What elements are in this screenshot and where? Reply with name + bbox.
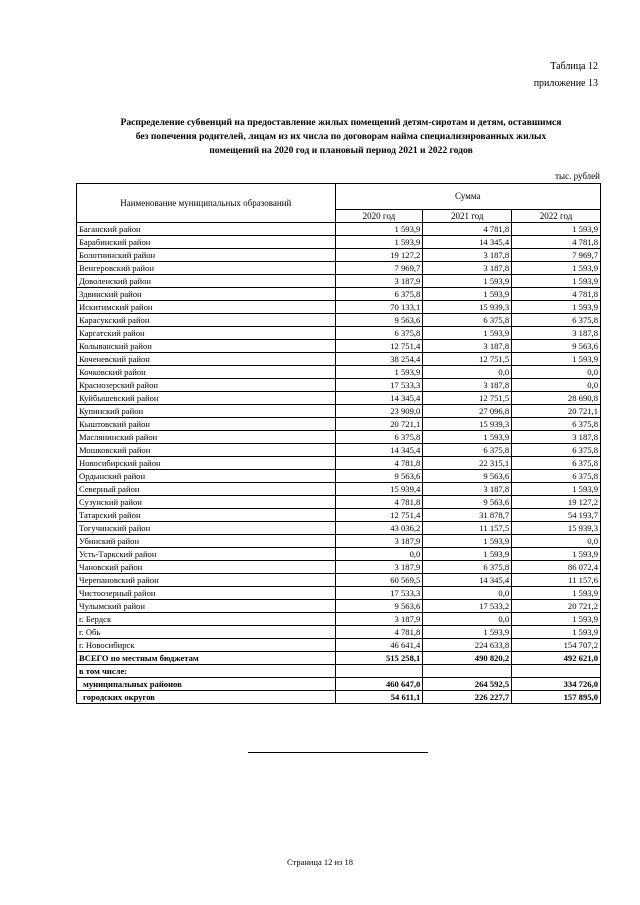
- subsidy-table: [76, 183, 601, 704]
- amount-cell: 0,0: [423, 613, 512, 626]
- amount-cell: 0,0: [512, 379, 601, 392]
- amount-cell: 6 375,8: [512, 314, 601, 327]
- amount-cell: 1 593,9: [512, 587, 601, 600]
- title-line: без попечения родителей, лицам из их числа по договорам найма специализированных жилых: [135, 131, 547, 142]
- amount-cell: 14 345,4: [335, 392, 423, 405]
- table-row: [77, 249, 601, 262]
- amount-cell: 12 751,5: [423, 353, 512, 366]
- municipality-name-cell: Искитимский район: [77, 301, 336, 314]
- table-row: [77, 301, 601, 314]
- municipality-name-cell: Усть-Таркский район: [77, 548, 336, 561]
- amount-cell: 3 187,8: [423, 483, 512, 496]
- column-header-sum: Сумма: [335, 184, 601, 210]
- table-row: [77, 223, 601, 236]
- amount-cell: 12 751,4: [335, 509, 423, 522]
- table-row: [77, 678, 601, 691]
- amount-cell: 70 133,1: [335, 301, 423, 314]
- amount-cell: 17 533,3: [335, 587, 423, 600]
- municipality-name-cell: Черепановский район: [77, 574, 336, 587]
- amount-cell: 1 593,9: [512, 262, 601, 275]
- table-row: [77, 418, 601, 431]
- municipality-name-cell: Маслянинский район: [77, 431, 336, 444]
- municipality-name-cell: Кочковский район: [77, 366, 336, 379]
- municipality-name-cell: Новосибирский район: [77, 457, 336, 470]
- appendix-label: приложение 13: [533, 78, 598, 89]
- municipality-name-cell: г. Обь: [77, 626, 336, 639]
- table-row: [77, 561, 601, 574]
- table-row: [77, 275, 601, 288]
- title-line: помещений на 2020 год и плановый период 2021 и 2022 годов: [209, 145, 473, 156]
- amount-cell: 23 909,0: [335, 405, 423, 418]
- amount-cell: 264 592,5: [423, 678, 512, 691]
- amount-cell: 492 621,0: [512, 652, 601, 665]
- amount-cell: 3 187,8: [512, 327, 601, 340]
- amount-cell: 1 593,9: [423, 275, 512, 288]
- amount-cell: 1 593,9: [512, 626, 601, 639]
- amount-cell: 0,0: [512, 366, 601, 379]
- municipality-name-cell: Убинский район: [77, 535, 336, 548]
- amount-cell: 15 939,4: [335, 483, 423, 496]
- year-header: 2022 год: [512, 210, 601, 223]
- amount-cell: 226 227,7: [423, 691, 512, 704]
- amount-cell: 19 127,2: [512, 496, 601, 509]
- amount-cell: 1 593,9: [512, 613, 601, 626]
- document-title: [76, 116, 606, 158]
- table-row: [77, 613, 601, 626]
- end-rule: [248, 752, 428, 753]
- municipality-name-cell: Каргатский район: [77, 327, 336, 340]
- amount-cell: 31 878,7: [423, 509, 512, 522]
- table-number-label: Таблица 12: [550, 61, 598, 72]
- amount-cell: 0,0: [335, 548, 423, 561]
- amount-cell: 27 096,8: [423, 405, 512, 418]
- amount-cell: 60 569,5: [335, 574, 423, 587]
- amount-cell: 6 375,8: [512, 418, 601, 431]
- year-header: 2021 год: [423, 210, 512, 223]
- municipality-name-cell: Татарский район: [77, 509, 336, 522]
- amount-cell: 1 593,9: [423, 288, 512, 301]
- amount-cell: 334 726,0: [512, 678, 601, 691]
- amount-cell: 28 690,8: [512, 392, 601, 405]
- amount-cell: 9 563,6: [512, 340, 601, 353]
- amount-cell: 0,0: [423, 366, 512, 379]
- table-row: [77, 353, 601, 366]
- amount-cell: 1 593,9: [512, 223, 601, 236]
- amount-cell: 4 781,8: [512, 236, 601, 249]
- municipality-name-cell: Купинский район: [77, 405, 336, 418]
- empty-cell: [423, 665, 512, 678]
- amount-cell: 460 647,0: [335, 678, 423, 691]
- table-row: [77, 574, 601, 587]
- year-header: 2020 год: [335, 210, 423, 223]
- amount-cell: 54 611,1: [335, 691, 423, 704]
- table-row: [77, 639, 601, 652]
- column-header-municipality: Наименование муниципальных образований: [77, 184, 336, 223]
- amount-cell: 515 258,1: [335, 652, 423, 665]
- amount-cell: 1 593,9: [335, 366, 423, 379]
- amount-cell: 17 533,2: [423, 600, 512, 613]
- table-row: [77, 522, 601, 535]
- amount-cell: 1 593,9: [335, 236, 423, 249]
- amount-cell: 20 721,1: [335, 418, 423, 431]
- amount-cell: 1 593,9: [512, 275, 601, 288]
- table-row: [77, 288, 601, 301]
- amount-cell: 3 187,9: [335, 275, 423, 288]
- table-row: [77, 236, 601, 249]
- municipality-name-cell: Доволенский район: [77, 275, 336, 288]
- amount-cell: 15 939,3: [423, 301, 512, 314]
- table-row: [77, 691, 601, 704]
- amount-cell: 54 193,7: [512, 509, 601, 522]
- municipality-name-cell: Тогучинский район: [77, 522, 336, 535]
- municipality-name-cell: ВСЕГО по местным бюджетам: [77, 652, 336, 665]
- amount-cell: 14 345,4: [423, 236, 512, 249]
- amount-cell: 224 633,8: [423, 639, 512, 652]
- amount-cell: 6 375,8: [423, 561, 512, 574]
- amount-cell: 46 641,4: [335, 639, 423, 652]
- amount-cell: 6 375,8: [335, 327, 423, 340]
- municipality-name-cell: Кыштовский район: [77, 418, 336, 431]
- municipality-name-cell: Венгеровский район: [77, 262, 336, 275]
- municipality-name-cell: Сузунский район: [77, 496, 336, 509]
- units-label: тыс. рублей: [555, 171, 600, 181]
- municipality-name-cell: Болотнинский район: [77, 249, 336, 262]
- table-row: [77, 314, 601, 327]
- amount-cell: 157 895,0: [512, 691, 601, 704]
- amount-cell: 1 593,9: [423, 327, 512, 340]
- amount-cell: 154 707,2: [512, 639, 601, 652]
- amount-cell: 12 751,4: [335, 340, 423, 353]
- amount-cell: 22 315,1: [423, 457, 512, 470]
- table-row: [77, 496, 601, 509]
- amount-cell: 86 072,4: [512, 561, 601, 574]
- amount-cell: 12 751,5: [423, 392, 512, 405]
- amount-cell: 9 563,6: [423, 496, 512, 509]
- municipality-name-cell: Карасукский район: [77, 314, 336, 327]
- including-label: в том числе:: [77, 665, 336, 678]
- municipality-name-cell: Чистоозерный район: [77, 587, 336, 600]
- table-row: [77, 327, 601, 340]
- amount-cell: 4 781,8: [335, 626, 423, 639]
- amount-cell: 4 781,8: [423, 223, 512, 236]
- municipality-name-cell: Ордынский район: [77, 470, 336, 483]
- amount-cell: 38 254,4: [335, 353, 423, 366]
- amount-cell: 0,0: [423, 587, 512, 600]
- amount-cell: 19 127,2: [335, 249, 423, 262]
- municipality-name-cell: г. Бердск: [77, 613, 336, 626]
- amount-cell: 1 593,9: [512, 301, 601, 314]
- amount-cell: 6 375,8: [423, 314, 512, 327]
- table-row: [77, 535, 601, 548]
- empty-cell: [512, 665, 601, 678]
- municipality-name-cell: Колыванский район: [77, 340, 336, 353]
- municipality-name-cell: г. Новосибирск: [77, 639, 336, 652]
- amount-cell: 1 593,9: [423, 548, 512, 561]
- municipality-name-cell: Краснозерский район: [77, 379, 336, 392]
- municipality-name-cell: городских округов: [77, 691, 336, 704]
- amount-cell: 6 375,8: [423, 444, 512, 457]
- amount-cell: 9 563,6: [335, 470, 423, 483]
- table-row: [77, 262, 601, 275]
- table-row: [77, 483, 601, 496]
- municipality-name-cell: Здвинский район: [77, 288, 336, 301]
- table-row: [77, 626, 601, 639]
- amount-cell: 490 820,2: [423, 652, 512, 665]
- table-row: [77, 392, 601, 405]
- amount-cell: 7 969,7: [512, 249, 601, 262]
- table-row: [77, 548, 601, 561]
- amount-cell: 4 781,8: [335, 496, 423, 509]
- amount-cell: 9 563,6: [335, 314, 423, 327]
- amount-cell: 9 563,6: [335, 600, 423, 613]
- table-row: [77, 600, 601, 613]
- amount-cell: 1 593,9: [512, 548, 601, 561]
- amount-cell: 3 187,8: [512, 431, 601, 444]
- amount-cell: 0,0: [512, 535, 601, 548]
- table-row: [77, 444, 601, 457]
- including-row: [77, 665, 601, 678]
- amount-cell: 3 187,9: [335, 535, 423, 548]
- amount-cell: 1 593,9: [335, 223, 423, 236]
- municipality-name-cell: муниципальных районов: [77, 678, 336, 691]
- table-row: [77, 587, 601, 600]
- table-row: [77, 340, 601, 353]
- municipality-name-cell: Куйбышевский район: [77, 392, 336, 405]
- empty-cell: [335, 665, 423, 678]
- amount-cell: 3 187,9: [335, 561, 423, 574]
- amount-cell: 3 187,9: [335, 613, 423, 626]
- amount-cell: 6 375,8: [512, 444, 601, 457]
- municipality-name-cell: Чулымский район: [77, 600, 336, 613]
- municipality-name-cell: Мошковский район: [77, 444, 336, 457]
- amount-cell: 17 533,3: [335, 379, 423, 392]
- amount-cell: 1 593,9: [512, 483, 601, 496]
- amount-cell: 7 969,7: [335, 262, 423, 275]
- amount-cell: 4 781,8: [335, 457, 423, 470]
- amount-cell: 43 036,2: [335, 522, 423, 535]
- municipality-name-cell: Баганский район: [77, 223, 336, 236]
- table-row: [77, 509, 601, 522]
- amount-cell: 3 187,8: [423, 262, 512, 275]
- amount-cell: 9 563,6: [423, 470, 512, 483]
- amount-cell: 11 157,5: [423, 522, 512, 535]
- municipality-name-cell: Барабинский район: [77, 236, 336, 249]
- amount-cell: 6 375,8: [512, 457, 601, 470]
- amount-cell: 1 593,9: [423, 535, 512, 548]
- municipality-name-cell: Коченевский район: [77, 353, 336, 366]
- amount-cell: 1 593,9: [423, 626, 512, 639]
- amount-cell: 15 939,3: [512, 522, 601, 535]
- amount-cell: 4 781,8: [512, 288, 601, 301]
- amount-cell: 20 721,1: [512, 405, 601, 418]
- amount-cell: 1 593,9: [512, 353, 601, 366]
- amount-cell: 11 157,6: [512, 574, 601, 587]
- title-line: Распределение субвенций на предоставление жилых помещений детям-сиротам и детям, оставшимся: [120, 117, 562, 128]
- table-body: [77, 223, 601, 704]
- table-row: [77, 652, 601, 665]
- municipality-name-cell: Северный район: [77, 483, 336, 496]
- amount-cell: 3 187,8: [423, 249, 512, 262]
- amount-cell: 3 187,8: [423, 379, 512, 392]
- table-row: [77, 366, 601, 379]
- municipality-name-cell: Чановский район: [77, 561, 336, 574]
- page-footer: Страница 12 из 18: [286, 857, 354, 867]
- table-row: [77, 405, 601, 418]
- amount-cell: 20 721,2: [512, 600, 601, 613]
- amount-cell: 14 345,4: [335, 444, 423, 457]
- table-row: [77, 379, 601, 392]
- table-row: [77, 470, 601, 483]
- amount-cell: 15 939,3: [423, 418, 512, 431]
- amount-cell: 6 375,8: [512, 470, 601, 483]
- amount-cell: 6 375,8: [335, 288, 423, 301]
- amount-cell: 1 593,9: [423, 431, 512, 444]
- amount-cell: 14 345,4: [423, 574, 512, 587]
- table-row: [77, 457, 601, 470]
- amount-cell: 6 375,8: [335, 431, 423, 444]
- amount-cell: 3 187,8: [423, 340, 512, 353]
- table-row: [77, 431, 601, 444]
